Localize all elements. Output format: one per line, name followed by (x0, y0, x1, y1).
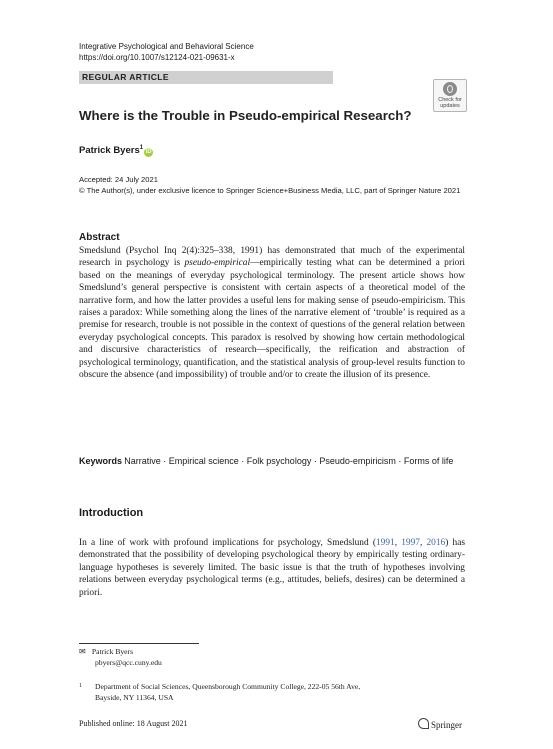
footnote-divider (79, 643, 199, 644)
citation-separator: , (419, 538, 427, 548)
citation-1991[interactable]: 1991 (375, 538, 395, 548)
abstract-text-part-2: —empirically testing what can be determined a priori based on the meanings of everyday psychological terminology. The present article shows how Smedslund’s general perspective is consistent with certain aspects of a theoretical model of the narrative form, and how the latter provides a useful lens for making sense of pseudo-empiricism. This raises a paradox: While something along the lines of the narrative element of ‘trouble’ is required as a premise for research, trouble is not possible in the context of questions of the general relation between everyday psychological concepts. This paradox is resolved by showing how certain methodological and discursive characteristics of research—specifically, the reification and abstraction of psychological terminology, quantification, and the statistical analysis of group-level results function to obscure the absence (and impossibility) of trouble and/or to create the illusion of its presence. (79, 258, 465, 381)
article-meta (79, 175, 469, 196)
affiliation-note (79, 681, 360, 703)
publisher-logo[interactable] (418, 718, 462, 730)
check-updates-line-1: Check for (438, 97, 462, 103)
published-online-date: Published online: 18 August 2021 (79, 719, 188, 728)
check-updates-icon (443, 82, 457, 96)
doi-link[interactable]: https://doi.org/10.1007/s12124-021-09631-x (79, 52, 235, 62)
abstract-italic-term: pseudo-empirical (184, 258, 251, 269)
intro-text-part-1: In a line of work with profound implications for psychology, Smedslund ( (79, 538, 376, 548)
accepted-date: Accepted: 24 July 2021 (79, 175, 158, 184)
copyright-notice: © The Author(s), under exclusive licence to Springer Science+Business Media, LLC, part of Springer Nature 2021 (79, 185, 461, 195)
intro-text-part-2: ) has demonstrated that the possibility of developing psychological theory by empirically testing ordinary-language hypotheses is severely limited. The basic issue is that the truth of hypotheses involving relations between everyday psychological terms (e.g., attitudes, beliefs, desires) can be determined a priori. (79, 538, 466, 598)
citation-1997[interactable]: 1997 (401, 538, 420, 548)
contact-name: Patrick Byers (91, 647, 134, 656)
journal-header (79, 42, 254, 63)
affiliation-number: 1 (79, 683, 82, 689)
author-line (79, 145, 153, 157)
affiliation-line-1: Department of Social Sciences, Queensborough Community College, 222-05 56th Ave, (95, 682, 361, 691)
affiliation-line-2: Bayside, NY 11364, USA (95, 692, 174, 702)
abstract-heading: Abstract (79, 232, 120, 243)
check-updates-text (434, 97, 466, 109)
check-for-updates-badge[interactable] (433, 79, 467, 112)
abstract-text (79, 245, 465, 381)
abstract-text-part-1: Smedslund (Psychol Inq 2(4):325–338, 1991) has demonstrated that much of the experimental research in psychology is (79, 246, 465, 269)
introduction-heading: Introduction (79, 507, 144, 519)
keywords-label: Keywords (79, 456, 123, 466)
corresponding-author-note (79, 647, 162, 668)
springer-horse-icon (418, 718, 429, 729)
article-type-label: REGULAR ARTICLE (82, 72, 169, 82)
journal-name: Integrative Psychological and Behavioral Science (79, 42, 254, 51)
citation-separator: , (394, 538, 402, 548)
check-updates-line-2: updates (440, 103, 460, 109)
keywords-block (79, 455, 465, 467)
orcid-icon[interactable]: iD (145, 149, 152, 156)
contact-email[interactable]: pbyers@qcc.cuny.edu (95, 657, 162, 667)
envelope-icon: ✉ (79, 647, 86, 656)
keywords-list: Narrative · Empirical science · Folk psychology · Pseudo-empiricism · Forms of life (124, 456, 454, 466)
publisher-name: Springer (431, 720, 462, 730)
introduction-text (79, 537, 465, 599)
citation-2016[interactable]: 2016 (426, 538, 446, 548)
author-affiliation-marker: 1 (139, 145, 144, 151)
article-title: Where is the Trouble in Pseudo-empirical Research? (79, 108, 412, 123)
author-name[interactable]: Patrick Byers (79, 145, 140, 157)
article-type-bar (79, 71, 333, 84)
